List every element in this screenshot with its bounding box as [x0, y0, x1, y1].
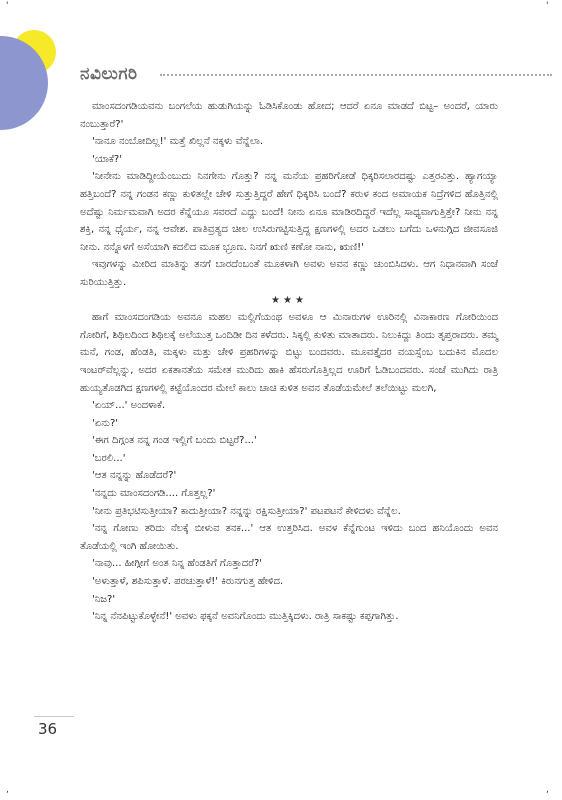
- dialog-line: 'ನನ್ನದು ಮಾಂಸದಂಗಡಿ.... ಗೊತ್ತಲ್ಲ?': [92, 488, 216, 500]
- dialog-line: 'ಅಳುತ್ತಾಳೆ, ಶಪಿಸುತ್ತಾಳೆ. ಪರಚುತ್ತಾಳೆ!' ಕಿರುನಗುತ್ತ ಹೇಳಿದ.: [92, 576, 284, 588]
- paragraph: ಇವುಗಳನ್ನು ಮೀರಿದ ಮಾತಿನ್ನು ತನಗೆ ಬಾರದೆಂಬಂತೆ ಮೂಕಳಾಗಿ ಅವಳು ಅವನ ಕಣ್ಣು ಚುಂಬಿಸಿದಳು. ಆಗ ನಿಧಾನವಾಗಿ ಸಂಜೆ ಸುರಿಯುತ್ತಿತ್ತು.: [80, 259, 498, 288]
- paragraph: 'ನೀನು ಪ್ರತಿಭಟಿಸುತ್ತೀಯಾ? ಕಾದುತ್ತೀಯಾ? ನನ್ನನ್ನು ರಕ್ಷಿಸುತ್ತೀಯಾ?' ಪಟಪಟನೆ ಕೇಳಿದಳು ವೆನ್ನೆಲ.: [92, 505, 401, 517]
- dialog-line: 'ಈಗ ದಿಗ್ಗಂತ ನನ್ನ ಗಂಡ ಇಲ್ಲಿಗೆ ಬಂದು ಬಿಟ್ಟರೆ?...': [92, 435, 257, 447]
- dialog-line: 'ಏನು?': [92, 417, 118, 429]
- dialog-line: 'ಯಾಕೆ?': [92, 153, 122, 165]
- dialog-line: 'ಏಯ್...' ಅಂದಳಾಕೆ.: [92, 400, 166, 412]
- dialog-line: 'ನಿನ್ನ ನೆನಪಿಟ್ಟುಕೊಳ್ಳೇನೆ!' ಅವಳು ಫಕ್ಕನೆ ಅವನಿಗೊಂದು ಮುತ್ತಿಕ್ಕಿದಳು. ರಾತ್ರಿ ಸಾಕಷ್ಟು ಕಪ್ಪಗಾಗಿತ್ತು.: [92, 611, 399, 623]
- paragraph: ಮಾಂಸದಂಗಡಿಯವನು ಬಂಗಲೆಯ ಹುಡುಗಿಯನ್ನು ಓಡಿಸಿಕೊಂಡು ಹೋದ; ಆದರೆ ಏನೂ ಮಾಡದೆ ಬಿಟ್ಟ– ಅಂದರೆ, ಯಾರು ನಂಬುತ್ತಾರೆ?': [80, 101, 498, 130]
- paragraph: 'ನೀನೇನು ಮಾಡಿದ್ದೀಯೆಂಬುದು ನಿನಗೇನು ಗೊತ್ತು? ನನ್ನ ಮನೆಯ ಪ್ರಹರಿಗೋಡೆ ಧಿಕ್ಕರಿಸಲಾರದಷ್ಟು ಎತ್ತರವಿತ್ತು. ಹ್ಯಾಗಯ್ಯಾ ಹತ್ತಿಬಂದೆ? ನನ್ನ ಗಂಡನ ಕಣ್ಣು ಕುಳಿತಲ್ಲೇ ಚೇಳಿ ಸುತ್ತುತ್ತಿದ್ದರೆ ಹೇಗೆ ಧಿಕ್ಕರಿಸಿ ಬಂದೆ? ಕರುಳ ಕಂದ ಅಮಾಯಕ ನಿದ್ರೆಗಳಿದ ಹೊತ್ತಿನಲ್ಲಿ ಅದೆಷ್ಟು ನಿರ್ಮಮವಾಗಿ ಅದರ ಕೆನ್ನೆಯೂ ಸವರದೆ ಎದ್ದು ಬಂದೆ! ನೀನು ಏನೂ ಮಾಡಿರದಿದ್ದರೆ ಇದೆಲ್ಲ ಸಾಧ್ಯವಾಗುತ್ತಿತ್ತೇ? ನೀನು ನನ್ನ ಶಕ್ತಿ, ನನ್ನ ಧೈರ್ಯ, ನನ್ನ ಆವೇಶ. ಪಾತಿವ್ರತ್ಯದ ಚೀಲ ಉಸಿರುಗಟ್ಟಿಸುತ್ತಿದ್ದ ಕ್ಷಣಗಳಲ್ಲಿ ಅದರ ಒಡಲು ಬಗೆದು ಒಳನುಗ್ಗಿದ ಜೀವಸೂಜಿ ನೀನು. ನನ್ನೊಳಗೆ ಅಸೆಯಾಗಿ ಕದಲಿದ ಮೂಕ ಭ್ರೂಣ. ನಿನಗೆ ಋಣಿ ಕಣೋ ನಾನು, ಋಣಿ!': [80, 171, 498, 253]
- crop-mark-bottom-left: ,: [6, 785, 9, 795]
- crop-mark-bottom-right: ,: [546, 785, 549, 795]
- section-break-stars: ★★★: [271, 294, 307, 306]
- running-header-title: ನವಿಲುಗರಿ: [80, 64, 138, 84]
- dialog-line: 'ನಾನೂ ನಂಬೋದಿಲ್ಲ!' ಮತ್ತೆ ಖಿಲ್ಲನೆ ನಕ್ಕಳು ವೆನ್ನೆಲಾ.: [92, 136, 264, 148]
- crop-mark-top-left: ': [6, 1, 9, 11]
- page-number-rule: [34, 716, 74, 717]
- dialog-line: 'ಆತ ನನ್ನನ್ನು ಹೊಡೆದರೆ?': [92, 470, 177, 482]
- dialog-line: 'ಬರಲಿ...': [92, 452, 126, 464]
- dialog-line: 'ನಾವು... ಹೀಗ್ಗೀಗೆ ಅಂತ ನಿನ್ನ ಹೆಂಡತಿಗೆ ಗೊತ್ತಾದರೆ?': [92, 558, 263, 570]
- page-number: 36: [38, 720, 58, 738]
- paragraph: ಹಾಗೆ ಮಾಂಸದಂಗಡಿಯ ಅವನೂ ಮಹಲ ಮಲ್ಲಿಗೆಯಂಥ ಅವಳೂ ಆ ಮಿನಾರುಗಳ ಊರಿನಲ್ಲಿ ವಿನಾಕಾರಣ ಗೋರಿಯಿಂದ ಗೋರಿಗೆ, ಶಿಥಿಲದಿಂದ ಶಿಥಿಲಕ್ಕೆ ಅಲೆಯುತ್ತ ಒಂದಿಡೀ ದಿನ ಕಳೆದರು. ಸಿಕ್ಕಲ್ಲಿ ಕುಳಿತು ಮಾತಾದರು. ನಿಲುಕಿದ್ದು ತಿಂದು ತೃಪ್ತರಾದರು. ತಮ್ಮ ಮನೆ, ಗಂಡ, ಹೆಂಡತಿ, ಮಕ್ಕಳು ಮತ್ತು ಚೇಳಿ ಪ್ರಹರಿಗಳನ್ನು ಬಿಟ್ಟು ಬಂದವರು. ಮೂವತ್ತೈದರ ವಯಸ್ಸೆಂಬ ಬದುಕಿನ ಮೊದಲ ಇಂಟರ್‌ವೆಲ್ಲನ್ನು, ಅದರ ಏಕತಾನತೆಯ ಸಮೇತ ಮುರಿದು ಹಾಕಿ ಹೆಸರುಗೊತ್ತಿಲ್ಲದ ಊರಿಗೆ ಓಡಿಬಂದವರು. ಸಂಜೆ ಮುಗಿದು ರಾತ್ರಿ ಹುಯ್ಯತೊಡಗಿದ ಕ್ಷಣಗಳಲ್ಲಿ ಕಟ್ಟೆಯೊಂದರ ಮೇಲೆ ಕಾಲು ಚಾಚಿ ಕುಳಿತ ಅವನ ತೊಡೆಯಮೇಲೆ ತಲೆಯಿಟ್ಟು ಮಲಗಿ,: [80, 312, 498, 394]
- header-dotted-rule: [160, 74, 552, 76]
- paragraph: 'ನನ್ನ ಗೋಣು ತರಿದು ನೆಲಕ್ಕೆ ಬೀಳುವ ತನಕ...' ಆತ ಉತ್ತರಿಸಿದ. ಅವಳ ಕೆನ್ನೆಗುಂಟ ಇಳಿದು ಬಂದ ಹನಿಯೊಂದು ಅವನ ತೊಡೆಯಲ್ಲಿ ಇಂಗಿ ಹೋಯಿತು.: [80, 523, 498, 552]
- body-text: [80, 98, 498, 626]
- dialog-line: 'ನಿಜ?': [92, 593, 116, 605]
- crop-mark-top-right: ': [546, 1, 549, 11]
